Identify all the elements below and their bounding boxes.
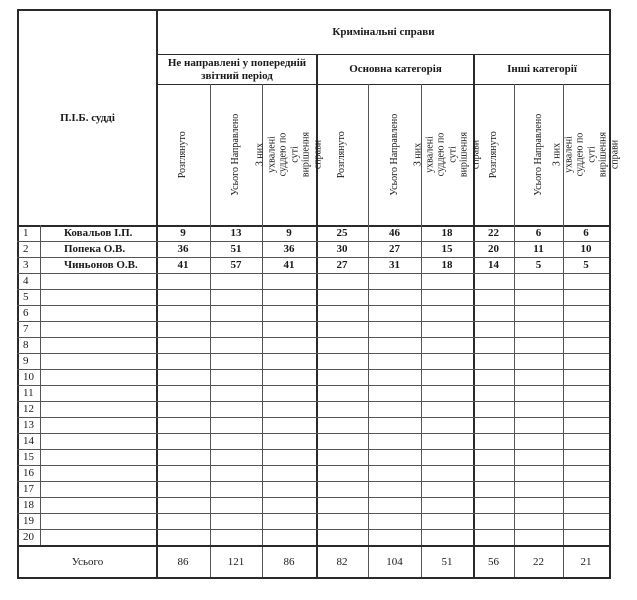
column-header xyxy=(551,84,620,225)
data-cell xyxy=(156,450,210,465)
data-cell xyxy=(156,482,210,497)
data-cell xyxy=(262,482,316,497)
data-cell xyxy=(316,354,368,369)
data-cell xyxy=(514,434,563,449)
data-cell xyxy=(563,354,609,369)
data-cell xyxy=(421,514,473,529)
data-cell xyxy=(473,482,514,497)
judge-name: Ковальов І.П. xyxy=(64,227,133,239)
data-cell xyxy=(473,434,514,449)
data-cell xyxy=(473,514,514,529)
data-cell xyxy=(368,370,421,385)
column-header-label: Розглянуто xyxy=(336,130,348,179)
column-header-label: З них ухвалені суддею по суті вирішення справи xyxy=(254,131,323,178)
data-cell xyxy=(421,450,473,465)
total-cell: 56 xyxy=(488,555,499,568)
column-header-label: Розглянуто xyxy=(177,130,189,179)
data-cell xyxy=(156,434,210,449)
data-cell xyxy=(563,402,609,417)
data-cell xyxy=(316,466,368,481)
data-cell xyxy=(514,338,563,353)
column-header-label: Усього Направлено xyxy=(532,113,544,196)
data-cell xyxy=(316,290,368,305)
data-cell xyxy=(514,482,563,497)
data-cell xyxy=(368,418,421,433)
data-cell xyxy=(156,466,210,481)
column-header xyxy=(254,84,323,225)
data-cell xyxy=(514,450,563,465)
row-number: 15 xyxy=(23,451,34,463)
data-cell xyxy=(368,434,421,449)
data-cell: 31 xyxy=(389,259,400,272)
data-cell xyxy=(210,402,262,417)
data-cell xyxy=(210,322,262,337)
data-cell xyxy=(316,322,368,337)
data-cell xyxy=(473,370,514,385)
data-cell xyxy=(316,418,368,433)
total-cell: 86 xyxy=(177,555,189,568)
data-cell xyxy=(421,418,473,433)
row-number: 18 xyxy=(23,499,34,511)
data-cell xyxy=(262,434,316,449)
data-cell xyxy=(316,402,368,417)
data-cell xyxy=(262,466,316,481)
data-cell xyxy=(156,498,210,513)
row-number: 5 xyxy=(23,291,29,303)
data-cell xyxy=(210,514,262,529)
data-cell xyxy=(368,402,421,417)
data-cell: 27 xyxy=(389,243,400,256)
data-cell xyxy=(368,274,421,289)
data-cell xyxy=(156,306,210,321)
data-cell xyxy=(210,338,262,353)
data-cell xyxy=(368,450,421,465)
data-cell: 41 xyxy=(283,259,295,272)
data-cell xyxy=(368,290,421,305)
total-cell: 82 xyxy=(336,555,348,568)
data-cell: 6 xyxy=(535,227,542,240)
row-number: 13 xyxy=(23,419,34,431)
data-cell: 36 xyxy=(283,243,295,256)
data-cell xyxy=(210,354,262,369)
data-cell xyxy=(156,322,210,337)
data-cell xyxy=(514,290,563,305)
data-cell xyxy=(156,338,210,353)
data-cell xyxy=(514,466,563,481)
data-cell xyxy=(563,370,609,385)
row-number: 7 xyxy=(23,323,29,335)
data-cell xyxy=(316,482,368,497)
data-cell xyxy=(563,290,609,305)
data-cell xyxy=(514,530,563,545)
data-cell xyxy=(368,354,421,369)
data-cell: 51 xyxy=(230,243,242,256)
data-cell xyxy=(563,306,609,321)
data-cell xyxy=(563,450,609,465)
data-cell xyxy=(262,322,316,337)
data-cell xyxy=(156,370,210,385)
data-cell: 46 xyxy=(389,227,400,240)
data-cell: 18 xyxy=(441,227,453,240)
row-number: 16 xyxy=(23,467,34,479)
data-cell xyxy=(514,498,563,513)
data-cell: 13 xyxy=(230,227,242,240)
data-cell xyxy=(210,290,262,305)
column-header-label: З них ухвалені суддею по суті вирішення справи xyxy=(551,131,620,178)
data-cell xyxy=(421,530,473,545)
data-cell xyxy=(473,338,514,353)
data-cell xyxy=(316,450,368,465)
data-cell xyxy=(473,322,514,337)
column-header-label: Усього Направлено xyxy=(230,113,242,196)
column-header-label: З них ухвалені суддею по суті вирішення справи xyxy=(412,131,481,178)
data-cell xyxy=(421,290,473,305)
data-cell xyxy=(514,370,563,385)
data-cell xyxy=(514,386,563,401)
total-cell: 21 xyxy=(580,555,592,568)
data-cell xyxy=(368,530,421,545)
data-cell xyxy=(368,514,421,529)
data-cell xyxy=(473,274,514,289)
data-cell xyxy=(563,274,609,289)
subgroup-header-0: Не направлені у попередній звітний період xyxy=(167,56,307,82)
data-cell xyxy=(563,386,609,401)
data-cell xyxy=(316,514,368,529)
data-cell xyxy=(156,290,210,305)
data-cell xyxy=(262,274,316,289)
data-cell xyxy=(421,306,473,321)
data-cell xyxy=(421,370,473,385)
column-header xyxy=(316,84,368,225)
data-cell: 14 xyxy=(488,259,499,272)
data-cell xyxy=(316,434,368,449)
data-cell xyxy=(368,322,421,337)
data-cell xyxy=(473,290,514,305)
data-cell xyxy=(514,402,563,417)
data-cell xyxy=(563,498,609,513)
subgroup-header-1: Основна категорія xyxy=(349,63,442,76)
data-cell xyxy=(421,402,473,417)
data-cell xyxy=(421,338,473,353)
data-cell xyxy=(563,434,609,449)
data-cell xyxy=(262,290,316,305)
data-cell xyxy=(514,418,563,433)
data-cell xyxy=(563,530,609,545)
data-cell: 36 xyxy=(177,243,189,256)
data-cell: 41 xyxy=(177,259,189,272)
column-header-label: Усього Направлено xyxy=(388,113,400,196)
data-cell xyxy=(473,450,514,465)
data-cell xyxy=(210,418,262,433)
data-cell: 57 xyxy=(230,259,242,272)
data-cell xyxy=(262,498,316,513)
row-number: 17 xyxy=(23,483,34,495)
data-cell xyxy=(210,482,262,497)
row-number: 12 xyxy=(23,403,34,415)
data-cell xyxy=(421,386,473,401)
data-cell xyxy=(514,306,563,321)
row-number: 4 xyxy=(23,275,29,287)
data-cell xyxy=(473,466,514,481)
data-cell xyxy=(262,514,316,529)
data-cell: 5 xyxy=(535,259,542,272)
data-cell: 27 xyxy=(336,259,348,272)
data-cell xyxy=(368,338,421,353)
row-number: 11 xyxy=(23,387,34,399)
row-number: 8 xyxy=(23,339,29,351)
total-cell: 86 xyxy=(283,555,295,568)
data-cell: 25 xyxy=(336,227,348,240)
total-cell: 51 xyxy=(441,555,453,568)
data-cell xyxy=(368,306,421,321)
data-cell xyxy=(156,530,210,545)
data-cell xyxy=(368,498,421,513)
row-number: 10 xyxy=(23,371,34,383)
data-cell: 10 xyxy=(580,243,592,256)
data-cell xyxy=(262,306,316,321)
data-cell xyxy=(262,386,316,401)
data-cell: 18 xyxy=(441,259,453,272)
data-cell xyxy=(316,386,368,401)
data-cell xyxy=(563,338,609,353)
data-cell xyxy=(368,386,421,401)
data-cell xyxy=(316,306,368,321)
data-cell xyxy=(563,322,609,337)
data-cell xyxy=(210,434,262,449)
data-cell: 20 xyxy=(488,243,499,256)
data-cell xyxy=(514,354,563,369)
column-header xyxy=(156,84,210,225)
data-cell xyxy=(156,354,210,369)
column-header xyxy=(412,84,481,225)
data-cell xyxy=(421,466,473,481)
row-number: 19 xyxy=(23,515,34,527)
row-number: 3 xyxy=(23,259,29,271)
data-cell xyxy=(156,418,210,433)
data-cell xyxy=(514,514,563,529)
data-cell xyxy=(156,514,210,529)
data-cell xyxy=(473,530,514,545)
data-cell xyxy=(156,402,210,417)
data-cell xyxy=(316,530,368,545)
data-cell: 15 xyxy=(441,243,453,256)
data-cell xyxy=(262,418,316,433)
data-cell xyxy=(473,306,514,321)
data-cell xyxy=(262,530,316,545)
data-cell xyxy=(473,354,514,369)
data-cell xyxy=(563,466,609,481)
data-cell xyxy=(210,530,262,545)
data-cell xyxy=(210,466,262,481)
data-cell xyxy=(473,498,514,513)
data-cell xyxy=(421,434,473,449)
data-cell xyxy=(473,418,514,433)
data-cell xyxy=(368,482,421,497)
column-header xyxy=(473,84,514,225)
data-cell xyxy=(421,498,473,513)
data-cell xyxy=(563,482,609,497)
data-cell: 9 xyxy=(286,227,292,240)
data-cell xyxy=(210,370,262,385)
data-cell: 22 xyxy=(488,227,499,240)
data-cell xyxy=(210,450,262,465)
data-cell xyxy=(262,450,316,465)
judge-name: Попека О.В. xyxy=(64,243,126,255)
data-cell xyxy=(473,402,514,417)
data-cell xyxy=(262,338,316,353)
data-cell: 6 xyxy=(583,227,589,240)
data-cell xyxy=(262,402,316,417)
data-cell xyxy=(421,482,473,497)
row-number: 1 xyxy=(23,227,29,239)
data-cell xyxy=(316,498,368,513)
group-header: Кримінальні справи xyxy=(332,26,435,39)
data-cell xyxy=(421,274,473,289)
total-cell: 121 xyxy=(227,555,245,568)
name-column-header: П.І.Б. судді xyxy=(60,111,115,124)
data-cell: 5 xyxy=(583,259,589,272)
data-cell xyxy=(262,354,316,369)
subgroup-header-2: Інші категорії xyxy=(507,63,577,76)
judge-name: Чиньонов О.В. xyxy=(64,259,138,271)
data-cell xyxy=(421,322,473,337)
data-cell xyxy=(156,386,210,401)
data-cell: 9 xyxy=(180,227,186,240)
data-cell xyxy=(421,354,473,369)
total-cell: 22 xyxy=(533,555,544,568)
data-cell xyxy=(262,370,316,385)
data-cell xyxy=(316,338,368,353)
table-border-bottom xyxy=(17,577,611,579)
data-cell xyxy=(156,274,210,289)
total-cell: 104 xyxy=(386,555,403,568)
data-cell xyxy=(316,370,368,385)
row-number: 6 xyxy=(23,307,29,319)
total-label: Усього xyxy=(71,555,104,568)
data-cell: 11 xyxy=(533,243,544,256)
data-cell xyxy=(210,386,262,401)
data-cell xyxy=(563,418,609,433)
data-cell xyxy=(210,274,262,289)
table-border-right xyxy=(609,9,611,579)
data-cell xyxy=(514,274,563,289)
row-number: 2 xyxy=(23,243,29,255)
data-cell xyxy=(210,498,262,513)
row-number: 20 xyxy=(23,531,34,543)
data-cell xyxy=(210,306,262,321)
data-cell: 30 xyxy=(336,243,348,256)
data-cell xyxy=(473,386,514,401)
data-cell xyxy=(316,274,368,289)
row-number: 14 xyxy=(23,435,34,447)
data-cell xyxy=(563,514,609,529)
column-header-label: Розглянуто xyxy=(487,130,499,179)
data-cell xyxy=(368,466,421,481)
data-cell xyxy=(514,322,563,337)
row-number: 9 xyxy=(23,355,29,367)
